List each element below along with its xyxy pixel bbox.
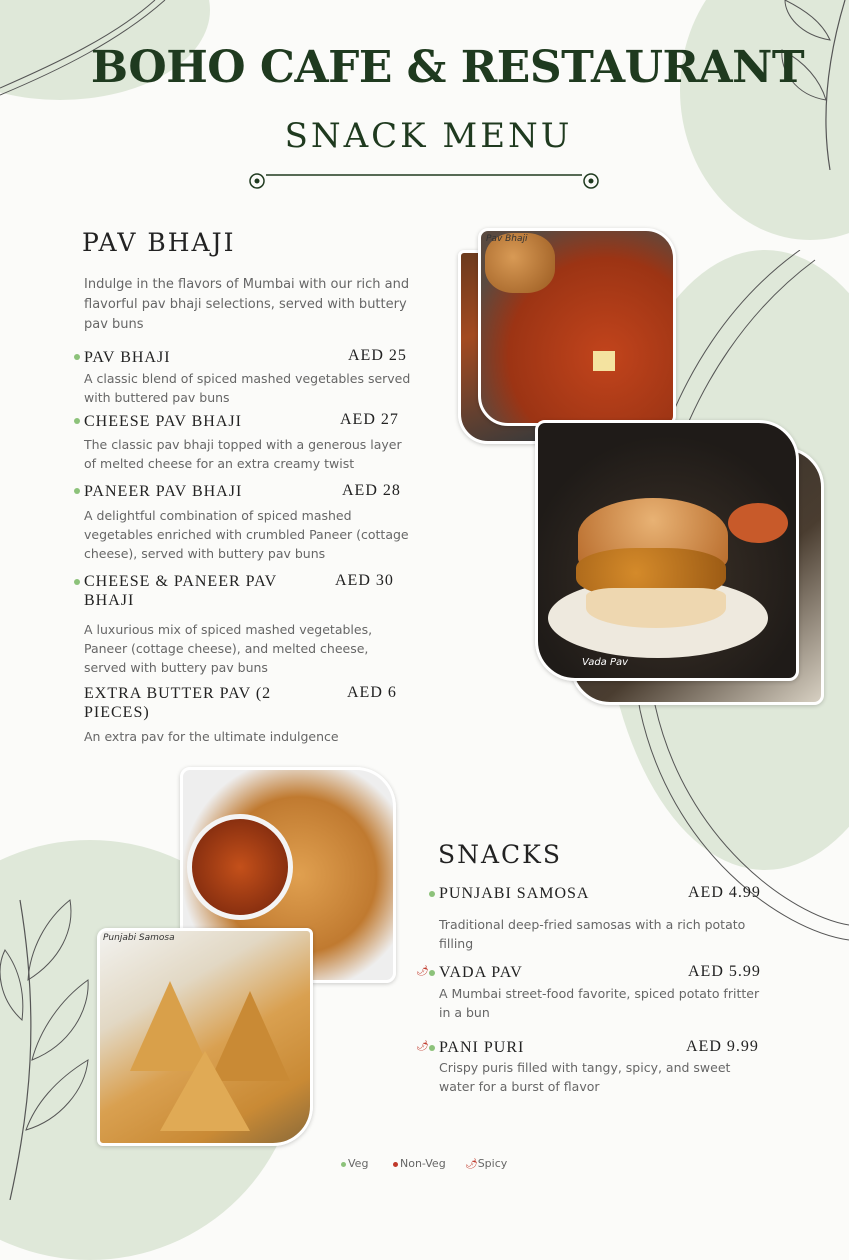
menu-item-price: AED 6 <box>347 684 397 701</box>
legend-label: Veg <box>348 1157 369 1170</box>
menu-item-price: AED 25 <box>348 347 407 364</box>
menu-item-name: VADA PAV <box>439 964 523 981</box>
menu-item-price: AED 28 <box>342 482 401 499</box>
menu-item-desc: An extra pav for the ultimate indulgence <box>84 729 339 744</box>
menu-item-price: AED 27 <box>340 411 399 428</box>
menu-item-price: AED 4.99 <box>688 884 761 901</box>
veg-dot-icon <box>341 1162 346 1167</box>
section-title-snacks: SNACKS <box>438 840 562 869</box>
legend-veg <box>341 1157 368 1170</box>
veg-indicator-icon <box>74 418 80 424</box>
legend-nonveg <box>393 1157 446 1170</box>
veg-indicator-icon <box>429 891 435 897</box>
spicy-chili-icon: 🌶 <box>416 1041 429 1052</box>
menu-item-price: AED 9.99 <box>686 1038 759 1055</box>
menu-item-name: CHEESE PAV BHAJI <box>84 413 242 430</box>
spicy-chili-icon: 🌶 <box>416 966 429 977</box>
menu-item-name: CHEESE & PANEER PAV BHAJI <box>84 573 277 609</box>
menu-item-desc: A delightful combination of spiced mashed vegetables enriched with crumbled Paneer (cottage cheese), served with buttery pav buns <box>84 508 409 561</box>
menu-item-name: PANI PURI <box>439 1039 525 1056</box>
veg-indicator-icon <box>429 970 435 976</box>
menu-item-name: PUNJABI SAMOSA <box>439 885 590 902</box>
leaf-decoration-left <box>0 860 100 1200</box>
menu-item-desc: A classic blend of spiced mashed vegetables served with buttered pav buns <box>84 371 411 405</box>
menu-item-name: PANEER PAV BHAJI <box>84 483 243 500</box>
menu-item-desc: A luxurious mix of spiced mashed vegetables, Paneer (cottage cheese), and melted cheese, served with buttery pav buns <box>84 622 373 675</box>
menu-item-name: PAV BHAJI <box>84 349 171 366</box>
legend-label: Spicy <box>477 1157 508 1170</box>
menu-item-desc: A Mumbai street-food favorite, spiced potato fritter in a bun <box>439 986 760 1020</box>
pav-bhaji-photo <box>478 228 676 426</box>
pav-bhaji-intro: Indulge in the flavors of Mumbai with our rich and flavorful pav bhaji selections, served with buttery pav buns <box>84 277 410 332</box>
menu-item-desc: Crispy puris filled with tangy, spicy, and sweet water for a burst of flavor <box>439 1060 731 1094</box>
vada-pav-photo <box>535 420 799 681</box>
photo-label: Pav Bhaji <box>486 234 528 244</box>
chili-icon: 🌶 <box>465 1159 478 1170</box>
legend-label: Non-Veg <box>400 1157 446 1170</box>
menu-item-desc: Traditional deep-fried samosas with a rich potato filling <box>439 917 746 951</box>
samosa-photo <box>97 928 313 1146</box>
veg-indicator-icon <box>429 1045 435 1051</box>
photo-label: Punjabi Samosa <box>103 933 175 943</box>
veg-indicator-icon <box>74 579 80 585</box>
menu-item-price: AED 30 <box>335 572 394 589</box>
restaurant-title: BOHO CAFE & RESTAURANT <box>90 42 805 93</box>
legend-spicy <box>465 1157 507 1170</box>
menu-item-name: EXTRA BUTTER PAV (2 PIECES) <box>84 685 272 721</box>
veg-indicator-icon <box>74 488 80 494</box>
menu-subtitle: SNACK MENU <box>284 116 573 156</box>
ornamental-divider <box>246 168 602 194</box>
nonveg-dot-icon <box>393 1162 398 1167</box>
veg-indicator-icon <box>74 354 80 360</box>
menu-item-price: AED 5.99 <box>688 963 761 980</box>
photo-label: Vada Pav <box>582 657 629 668</box>
menu-item-desc: The classic pav bhaji topped with a generous layer of melted cheese for an extra creamy twist <box>84 437 402 471</box>
section-title-pav-bhaji: PAV BHAJI <box>82 228 236 257</box>
